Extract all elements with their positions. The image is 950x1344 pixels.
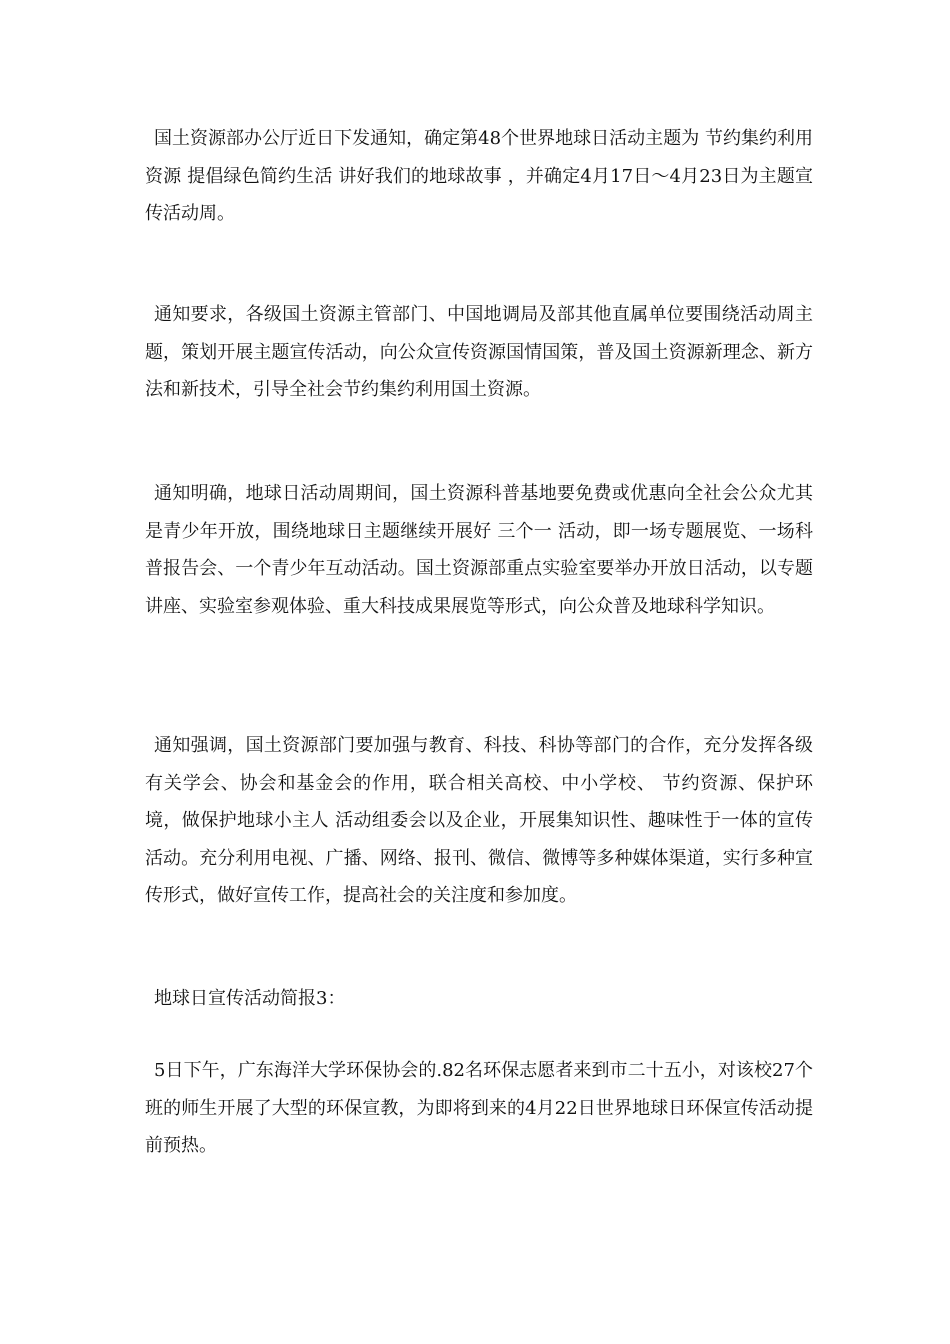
paragraph-theme-notice: 国土资源部办公厅近日下发通知，确定第48个世界地球日活动主题为 节约集约利用资源 提倡绿色简约生活 讲好我们的地球故事 ，并确定4月17日～4月23日为主题宣传活动周。	[145, 128, 813, 224]
section-heading-briefing-3: 地球日宣传活动简报3：	[154, 988, 346, 1009]
paragraph-notice-requirements: 通知要求，各级国土资源主管部门、中国地调局及部其他直属单位要围绕活动周主题，策划开展主题宣传活动，向公众宣传资源国情国策，普及国土资源新理念、新方法和新技术，引导全社会节约集约利用国土资源。	[145, 304, 813, 400]
paragraph-notice-clarification: 通知明确，地球日活动周期间，国土资源科普基地要免费或优惠向全社会公众尤其是青少年开放，围绕地球日主题继续开展好 三个一 活动，即一场专题展览、一场科普报告会、一个青少年互动活动。国土资源部重点实验室要举办开放日活动，以专题讲座、实验室参观体验、重大科技成果展览等形式，向公众普及地球科学知识。	[145, 483, 813, 617]
paragraph-briefing-body: 5日下午，广东海洋大学环保协会的.82名环保志愿者来到市二十五小，对该校27个班的师生开展了大型的环保宣教，为即将到来的4月22日世界地球日环保宣传活动提前预热。	[145, 1060, 813, 1156]
paragraph-notice-emphasis: 通知强调，国土资源部门要加强与教育、科技、科协等部门的合作，充分发挥各级有关学会、协会和基金会的作用，联合相关高校、中小学校、 节约资源、保护环境，做保护地球小主人 活动组委会以及企业，开展集知识性、趣味性于一体的宣传活动。充分利用电视、广播、网络、报刊、微信、微博等多种媒体渠道，实行多种宣传形式，做好宣传工作，提高社会的关注度和参加度。	[145, 735, 813, 906]
